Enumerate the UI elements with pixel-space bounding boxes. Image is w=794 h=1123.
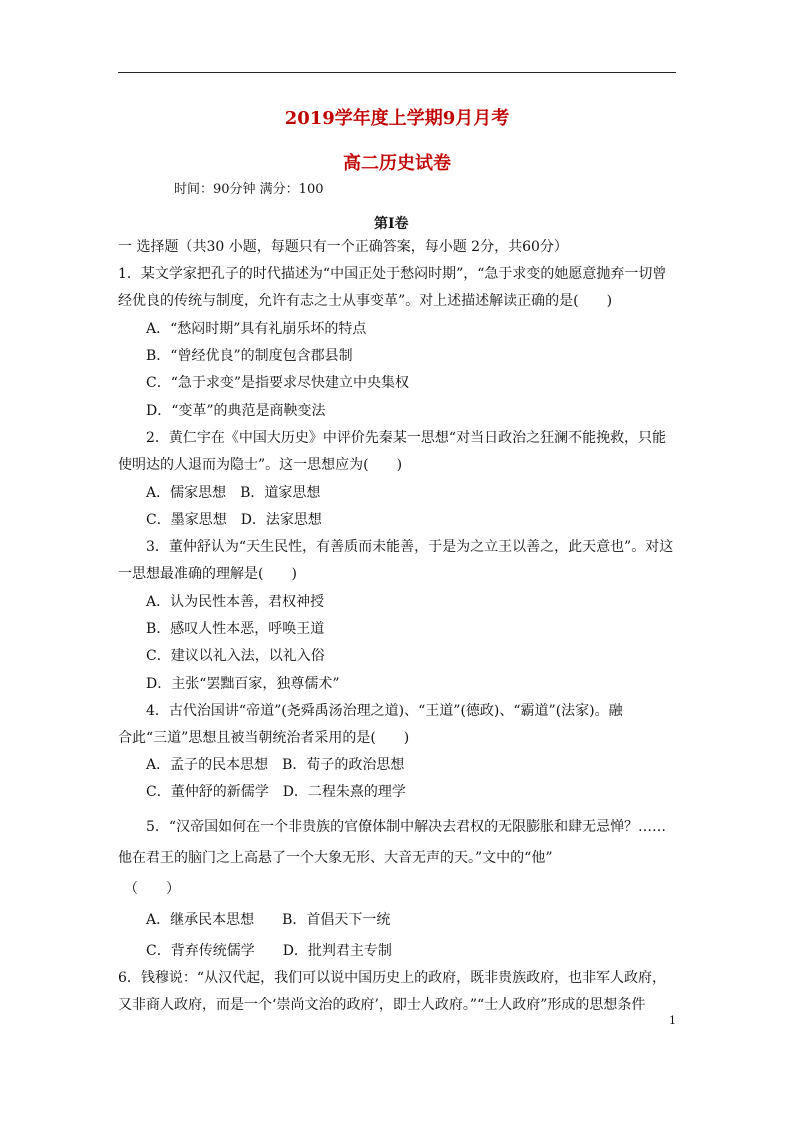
question-5-option-cd: C．背弃传统儒学 D．批判君主专制	[146, 943, 392, 959]
question-3-stem-line-1: 3．董仲舒认为“天生民性，有善质而未能善，于是为之立王以善之，此天意也”。对这	[146, 539, 674, 555]
question-6-stem-line-2: 又非商人政府，而是一个‘崇尚文治的政府’，即士人政府。”“士人政府”形成的思想条件	[118, 997, 646, 1013]
header-rule	[118, 72, 676, 73]
question-5-option-ab: A．继承民本思想 B．首倡天下一统	[146, 912, 391, 928]
question-4-option-ab: A．孟子的民本思想 B．荀子的政治思想	[146, 757, 405, 773]
question-5-stem-line-2: 他在君王的脑门之上高悬了一个大象无形、大音无声的天。”文中的“他”	[118, 850, 553, 866]
question-3-option-b: B．感叹人性本恶，呼唤王道	[146, 621, 325, 637]
question-3-option-c: C．建议以礼入法，以礼入俗	[146, 648, 325, 664]
section-title: 第Ⅰ卷	[374, 216, 409, 232]
question-4-option-cd: C．董仲舒的新儒学 D．二程朱熹的理学	[146, 784, 406, 800]
question-2-option-ab: A．儒家思想 B．道家思想	[146, 485, 321, 501]
question-1-option-c: C．“急于求变”是指要求尽快建立中央集权	[146, 375, 410, 391]
exam-meta: 时间：90分钟 满分：100	[174, 182, 324, 197]
question-5-stem-line-1: 5．“汉帝国如何在一个非贵族的官僚体制中解决去君权的无限膨胀和肆无忌惮？……	[146, 819, 667, 835]
question-1-stem-line-1: 1．某文学家把孔子的时代描述为“中国正处于愁闷时期”，“急于求变的她愿意抛弃一切曾	[118, 266, 667, 282]
question-4-stem-line-2: 合此“三道”思想且被当朝统治者采用的是( )	[118, 730, 410, 746]
exam-title: 2019学年度上学期9月月考	[284, 108, 510, 129]
question-2-stem-line-2: 使明达的人退而为隐士”。这一思想应为( )	[118, 457, 403, 473]
question-2-option-cd: C．墨家思想 D．法家思想	[146, 512, 322, 528]
question-6-stem-line-1: 6．钱穆说：“从汉代起，我们可以说中国历史上的政府，既非贵族政府，也非军人政府，	[118, 970, 667, 986]
section-instructions: 一 选择题（共30 小题，每题只有一个正确答案，每小题 2分，共60分）	[118, 239, 568, 255]
question-5-stem-line-3: （ ）	[124, 881, 180, 897]
question-3-option-d: D．主张“罢黜百家，独尊儒术”	[146, 676, 340, 692]
question-3-stem-line-2: 一思想最准确的理解是( )	[118, 566, 297, 582]
exam-subtitle: 高二历史试卷	[343, 153, 451, 174]
question-3-option-a: A．认为民性本善，君权神授	[146, 594, 325, 610]
question-1-option-b: B．“曾经优良”的制度包含郡县制	[146, 348, 353, 364]
question-1-option-a: A．“愁闷时期”具有礼崩乐坏的特点	[146, 321, 367, 337]
question-2-stem-line-1: 2．黄仁宇在《中国大历史》中评价先秦某一思想“对当日政治之狂澜不能挽救，只能	[146, 430, 667, 446]
page-number: 1	[669, 1014, 676, 1027]
question-1-stem-line-2: 经优良的传统与制度，允许有志之士从事变革”。对上述描述解读正确的是( )	[118, 293, 613, 309]
question-1-option-d: D．“变革”的典范是商鞅变法	[146, 403, 326, 419]
question-4-stem-line-1: 4．古代治国讲“帝道”(尧舜禹汤治理之道)、“王道”(德政)、“霸道”(法家)。融	[146, 703, 623, 719]
